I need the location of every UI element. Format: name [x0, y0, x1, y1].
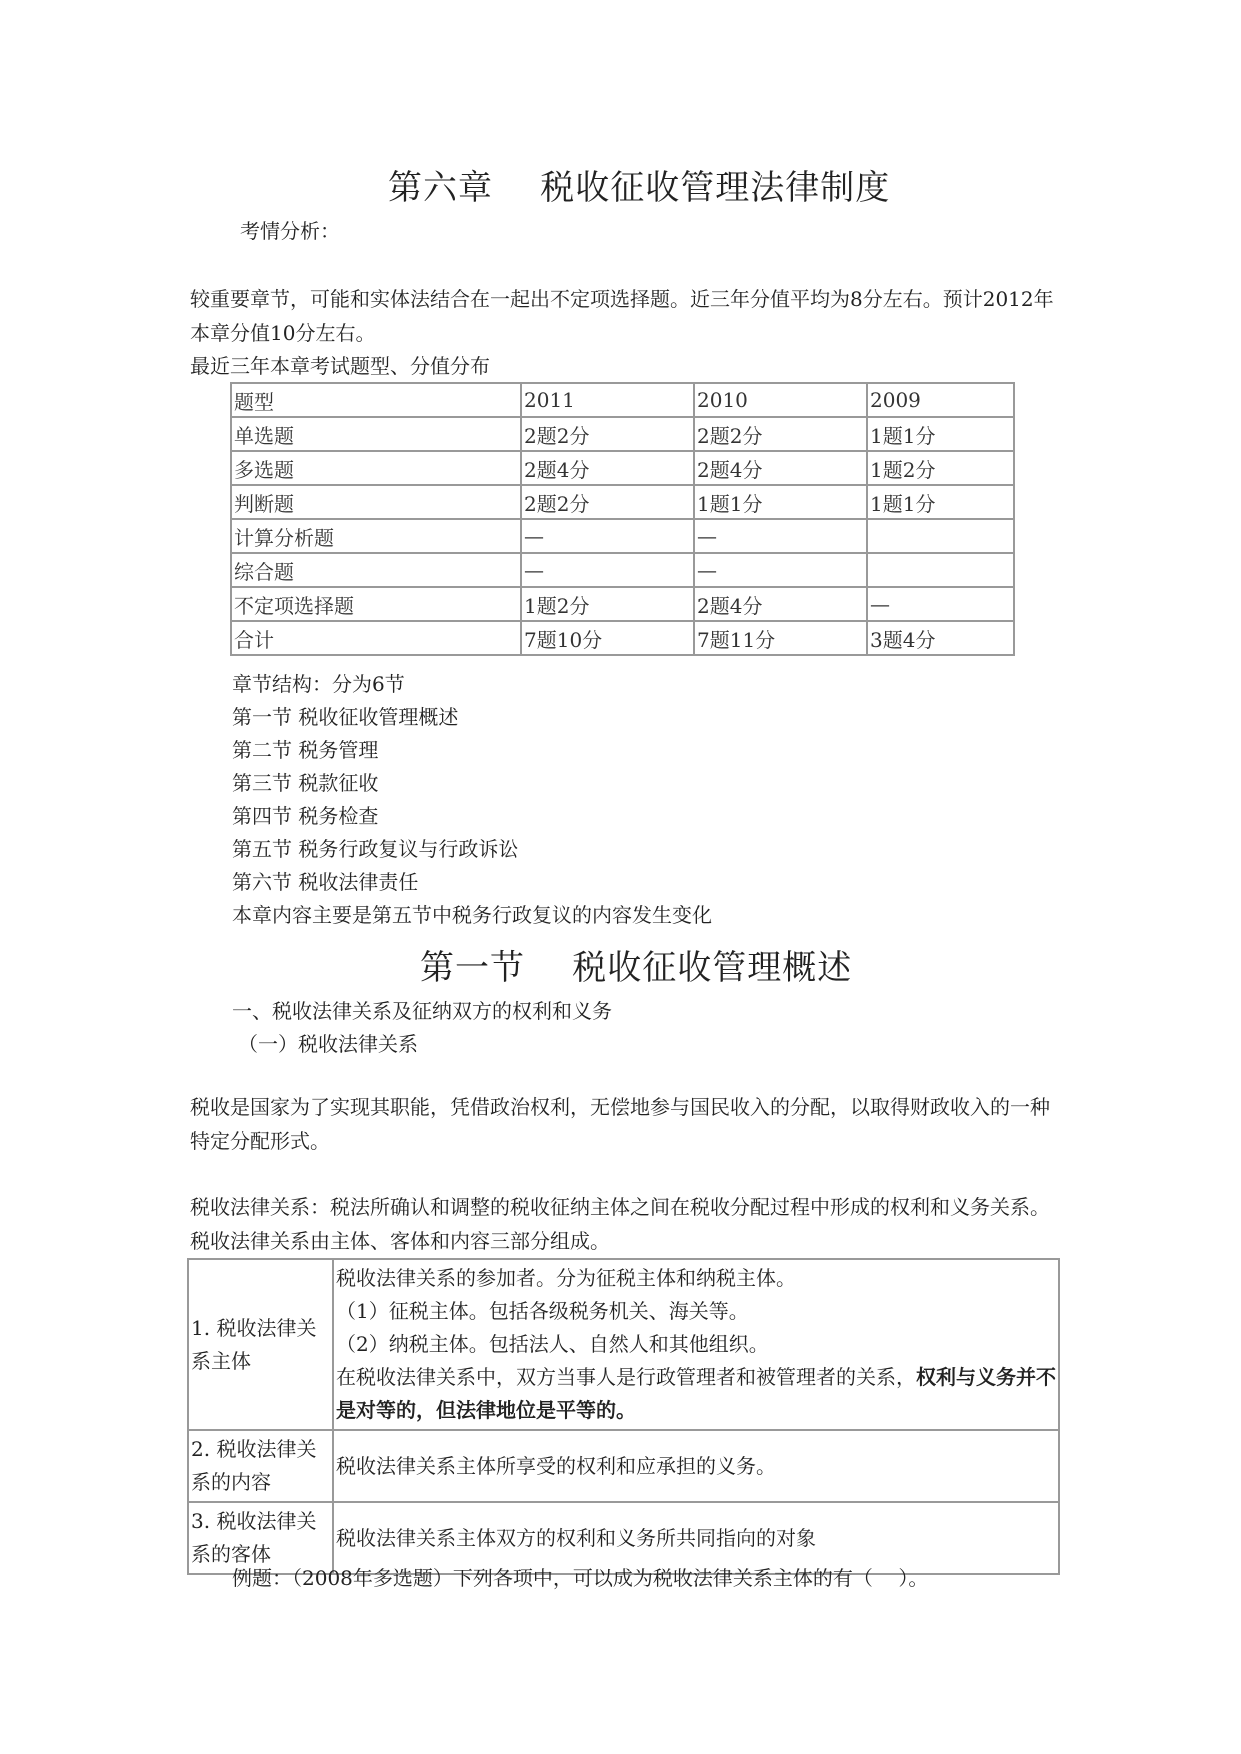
content-line: （2）纳税主体。包括法人、自然人和其他组织。	[336, 1332, 769, 1356]
intro-paragraph: 较重要章节，可能和实体法结合在一起出不定项选择题。近三年分值平均为8分左右。预计2012年本章分值10分左右。	[190, 287, 1054, 345]
question-type-cell: 单选题	[231, 417, 521, 451]
content-line: 税收法律关系的参加者。分为征税主体和纳税主体。	[336, 1266, 796, 1290]
score-cell: 7题10分	[521, 621, 694, 655]
score-cell: 2题4分	[694, 451, 867, 485]
section-list-item: 第六节 税收法律责任	[232, 870, 419, 894]
emphasis-text: 权利与义务并不是对等的，但法律地位是平等的。	[336, 1365, 1056, 1422]
score-cell: 3题4分	[867, 621, 1014, 655]
row-content: 税收法律关系主体双方的权利和义务所共同指向的对象	[333, 1502, 1059, 1574]
section-list-item: 第三节 税款征收	[232, 771, 379, 795]
row-label: 2. 税收法律关系的内容	[188, 1430, 333, 1502]
question-type-cell: 计算分析题	[231, 519, 521, 553]
example-question: 例题：（2008年多选题）下列各项中，可以成为税收法律关系主体的有（ ）。	[232, 1566, 929, 1590]
score-cell: 2题2分	[521, 485, 694, 519]
table-row	[231, 553, 1014, 587]
row-content: 税收法律关系主体所享受的权利和应承担的义务。	[333, 1430, 1059, 1502]
table-row	[231, 587, 1014, 621]
subsection-heading: 一、税收法律关系及征纳双方的权利和义务	[232, 999, 612, 1023]
section-list-item: 第四节 税务检查	[232, 804, 379, 828]
table-header-row	[231, 383, 1014, 417]
score-cell: 1题1分	[867, 485, 1014, 519]
question-type-cell: 多选题	[231, 451, 521, 485]
tax-definition-paragraph: 税收是国家为了实现其职能，凭借政治权利，无偿地参与国民收入的分配，以取得财政收入的一种特定分配形式。	[190, 1095, 1050, 1153]
table-row	[231, 519, 1014, 553]
table-row	[231, 485, 1014, 519]
header-cell: 2011	[521, 383, 694, 417]
question-type-cell: 不定项选择题	[231, 587, 521, 621]
table-caption: 最近三年本章考试题型、分值分布	[190, 354, 490, 378]
score-distribution-table	[230, 382, 1015, 656]
row-label: 1. 税收法律关系主体	[188, 1259, 333, 1430]
legal-relation-table	[187, 1258, 1060, 1575]
score-cell: 7题11分	[694, 621, 867, 655]
content-line	[336, 1361, 1056, 1427]
question-type-cell: 合计	[231, 621, 521, 655]
section-list-item: 第二节 税务管理	[232, 738, 379, 762]
exam-analysis-label: 考情分析：	[240, 219, 340, 243]
content-text: 在税收法律关系中，双方当事人是行政管理者和被管理者的关系，	[336, 1365, 916, 1389]
score-cell: —	[521, 519, 694, 553]
score-cell: 1题2分	[521, 587, 694, 621]
chapter-change-note: 本章内容主要是第五节中税务行政复议的内容发生变化	[232, 903, 712, 927]
table-row	[231, 621, 1014, 655]
score-cell: —	[867, 587, 1014, 621]
score-cell: 2题2分	[521, 417, 694, 451]
score-cell: —	[694, 553, 867, 587]
row-label: 3. 税收法律关系的客体	[188, 1502, 333, 1574]
table-row	[188, 1430, 1059, 1502]
subsection-heading: （一）税收法律关系	[238, 1032, 418, 1056]
score-cell: 2题2分	[694, 417, 867, 451]
header-cell: 2010	[694, 383, 867, 417]
legal-relation-paragraph: 税收法律关系：税法所确认和调整的税收征纳主体之间在税收分配过程中形成的权利和义务关系。税收法律关系由主体、客体和内容三部分组成。	[190, 1195, 1050, 1253]
question-type-cell: 判断题	[231, 485, 521, 519]
score-cell	[867, 553, 1014, 587]
header-cell: 2009	[867, 383, 1014, 417]
score-cell: 2题4分	[694, 587, 867, 621]
score-cell: —	[521, 553, 694, 587]
content-line: （1）征税主体。包括各级税务机关、海关等。	[336, 1299, 749, 1323]
table-row	[231, 417, 1014, 451]
score-cell: 1题1分	[694, 485, 867, 519]
header-cell: 题型	[231, 383, 521, 417]
score-cell: 1题2分	[867, 451, 1014, 485]
score-cell: 1题1分	[867, 417, 1014, 451]
table-row	[231, 451, 1014, 485]
chapter-title: 第六章 税收征收管理法律制度	[388, 168, 891, 208]
section-title: 第一节 税收征收管理概述	[420, 948, 853, 988]
score-cell: 2题4分	[521, 451, 694, 485]
section-list-item: 第五节 税务行政复议与行政诉讼	[232, 837, 519, 861]
row-content	[333, 1259, 1059, 1430]
score-cell: —	[694, 519, 867, 553]
score-cell	[867, 519, 1014, 553]
structure-heading: 章节结构：分为6节	[232, 672, 405, 696]
section-list-item: 第一节 税收征收管理概述	[232, 705, 459, 729]
question-type-cell: 综合题	[231, 553, 521, 587]
table-row	[188, 1259, 1059, 1430]
